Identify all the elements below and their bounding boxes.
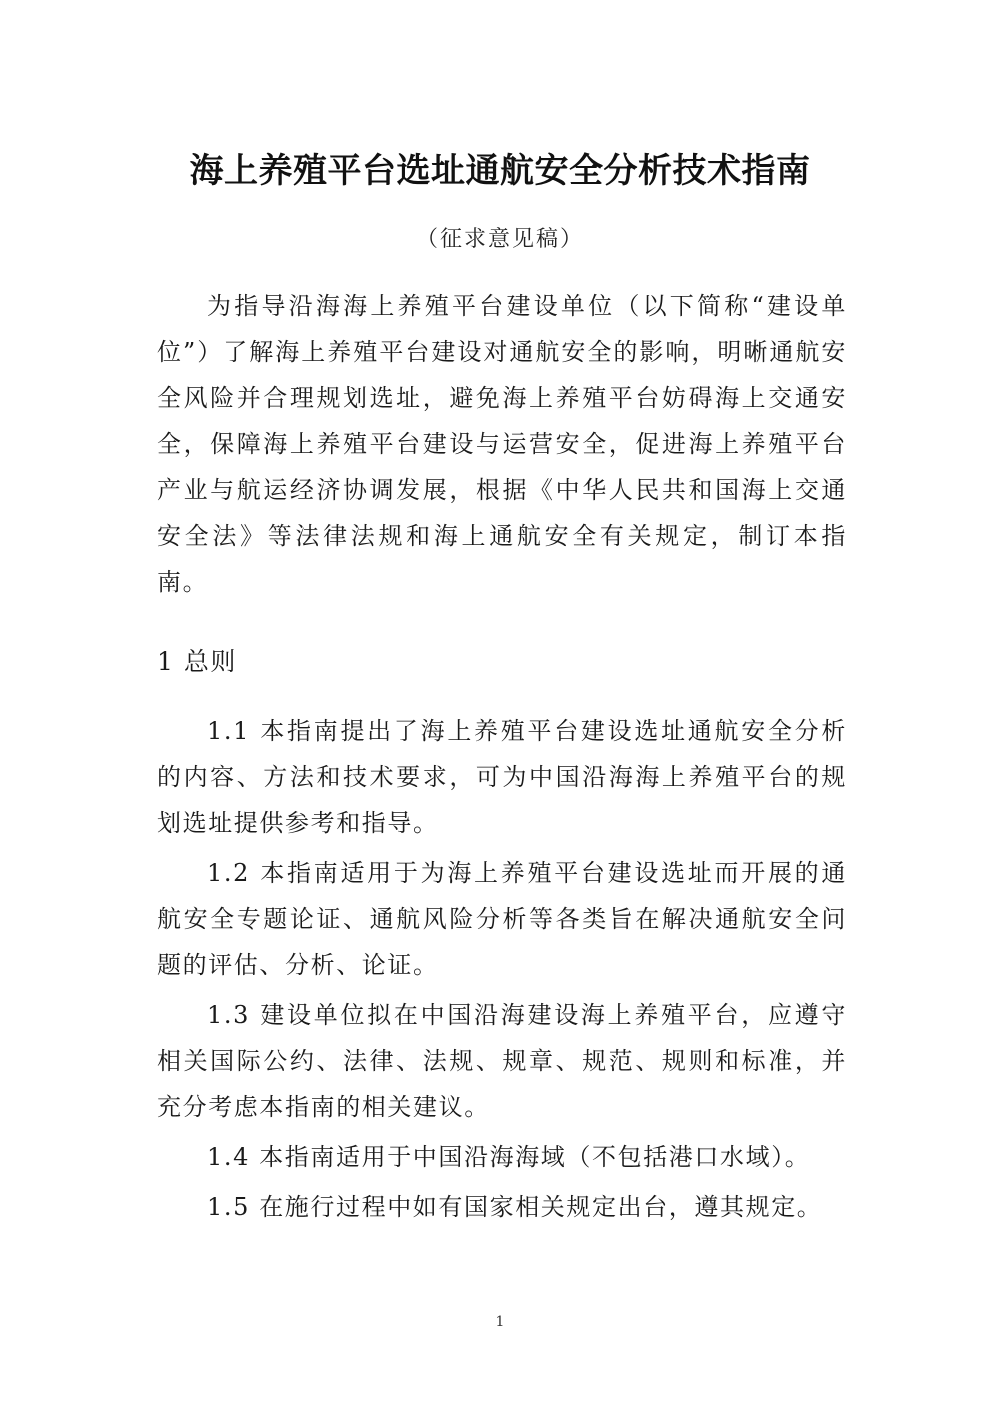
- intro-paragraph: 为指导沿海海上养殖平台建设单位（以下简称“建设单位”）了解海上养殖平台建设对通航安全的影响，明晰通航安全风险并合理规划选址，避免海上养殖平台妨碍海上交通安全，保障海上养殖平台建设与运营安全，促进海上养殖平台产业与航运经济协调发展，根据《中华人民共和国海上交通安全法》等法律法规和海上通航安全有关规定，制订本指南。: [157, 292, 847, 596]
- clause-1-4: 1.4 本指南适用于中国沿海海域（不包括港口水域）。: [207, 1143, 811, 1171]
- page-number: 1: [495, 1314, 505, 1330]
- clause-list: [157, 708, 847, 1234]
- document-title: 海上养殖平台选址通航安全分析技术指南: [189, 151, 811, 191]
- section-heading-general: 1 总则: [157, 647, 237, 676]
- clause-1-2: 1.2 本指南适用于为海上养殖平台建设选址而开展的通航安全专题论证、通航风险分析等各类旨在解决通航安全问题的评估、分析、论证。: [157, 859, 847, 979]
- document-subtitle: （征求意见稿）: [415, 227, 584, 252]
- clause-1-5: 1.5 在施行过程中如有国家相关规定出台，遵其规定。: [207, 1193, 823, 1221]
- clause-1-1: 1.1 本指南提出了海上养殖平台建设选址通航安全分析的内容、方法和技术要求，可为中国沿海海上养殖平台的规划选址提供参考和指导。: [157, 717, 847, 837]
- clause-1-3: 1.3 建设单位拟在中国沿海建设海上养殖平台，应遵守相关国际公约、法律、法规、规章、规范、规则和标准，并充分考虑本指南的相关建议。: [157, 1001, 847, 1121]
